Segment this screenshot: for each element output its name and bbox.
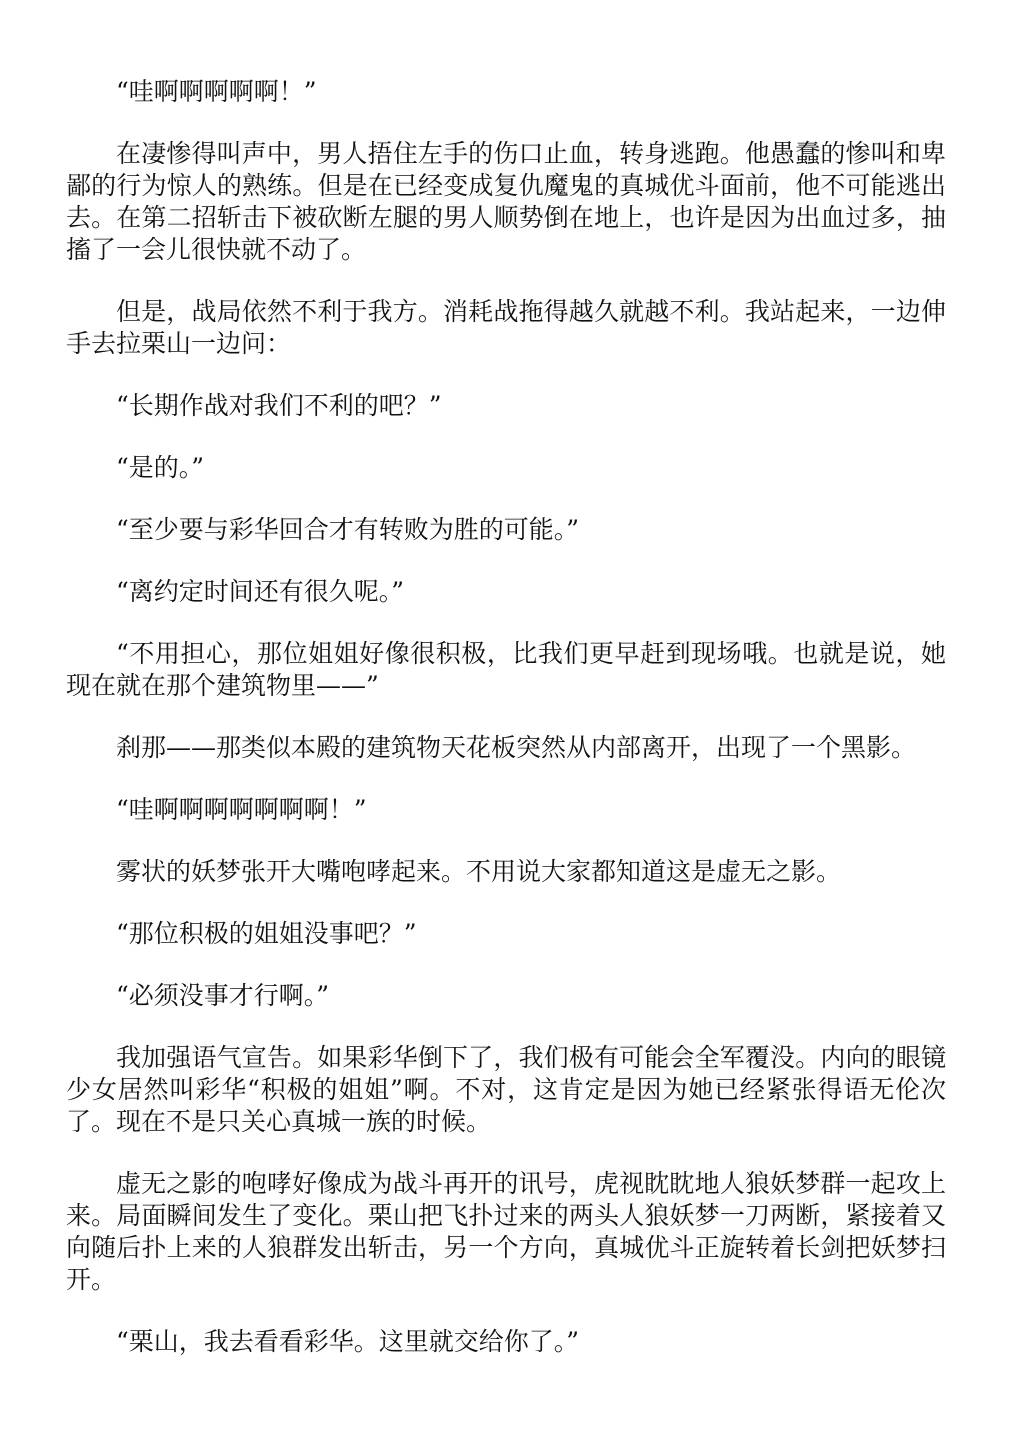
paragraph-13: “必须没事才行啊。” [116, 981, 330, 1010]
paragraph-15: 虚无之影的咆哮好像成为战斗再开的讯号，虎视眈眈地人狼妖梦群一起攻上来。局面瞬间发生了变化。栗山把飞扑过来的两头人狼妖梦一刀两断，紧接着又向随后扑上来的人狼群发出斩击，另一个方向，真城优斗正旋转着长剑把妖梦扫开。 [66, 1169, 946, 1294]
paragraph-7: “离约定时间还有很久呢。” [116, 577, 405, 606]
paragraph-3: 但是，战局依然不利于我方。消耗战拖得越久就越不利。我站起来，一边伸手去拉栗山一边问： [66, 297, 946, 358]
document-body [66, 76, 946, 1358]
paragraph-16: “栗山，我去看看彩华。这里就交给你了。” [116, 1327, 580, 1356]
paragraph-9: 刹那——那类似本殿的建筑物天花板突然从内部离开，出现了一个黑影。 [116, 733, 917, 762]
paragraph-5: “是的。” [116, 453, 205, 482]
paragraph-10: “哇啊啊啊啊啊啊啊！” [116, 795, 367, 824]
paragraph-6: “至少要与彩华回合才有转败为胜的可能。” [116, 515, 580, 544]
paragraph-11: 雾状的妖梦张开大嘴咆哮起来。不用说大家都知道这是虚无之影。 [116, 857, 842, 886]
paragraph-12: “那位积极的姐姐没事吧？” [116, 919, 417, 948]
paragraph-14: 我加强语气宣告。如果彩华倒下了，我们极有可能会全军覆没。内向的眼镜少女居然叫彩华“积极的姐姐”啊。不对，这肯定是因为她已经紧张得语无伦次了。现在不是只关心真城一族的时候。 [66, 1043, 946, 1136]
paragraph-8: “不用担心，那位姐姐好像很积极，比我们更早赶到现场哦。也就是说，她现在就在那个建筑物里——” [66, 639, 946, 700]
paragraph-4: “长期作战对我们不利的吧？” [116, 391, 442, 420]
paragraph-1: “哇啊啊啊啊啊！” [116, 77, 317, 106]
paragraph-2: 在凄惨得叫声中，男人捂住左手的伤口止血，转身逃跑。他愚蠢的惨叫和卑鄙的行为惊人的熟练。但是在已经变成复仇魔鬼的真城优斗面前，他不可能逃出去。在第二招斩击下被砍断左腿的男人顺势倒在地上，也许是因为出血过多，抽搐了一会儿很快就不动了。 [66, 139, 946, 264]
